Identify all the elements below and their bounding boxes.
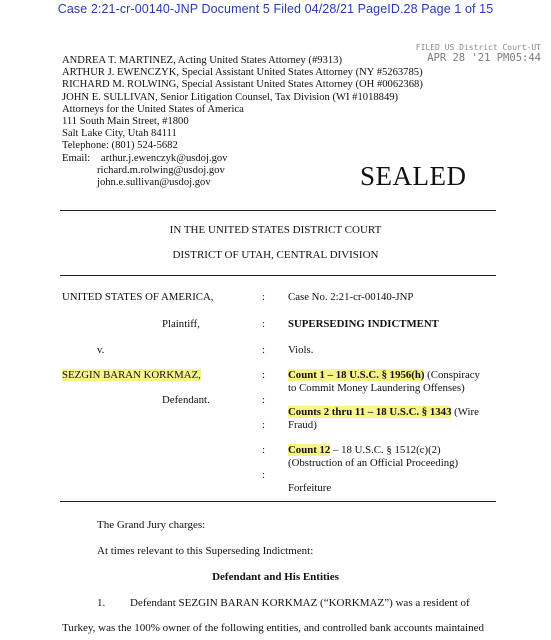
attorney-line: 111 South Main Street, #1800 xyxy=(62,116,189,128)
count-12-statute: – 18 U.S.C. § 1512(c)(2) xyxy=(330,444,441,456)
count-12 xyxy=(288,444,458,469)
count-12-desc-line2: (Obstruction of an Official Proceeding) xyxy=(288,456,459,469)
count-1-statute: Count 1 – 18 U.S.C. § 1956(h) xyxy=(288,369,425,381)
attorney-line: ARTHUR J. EWENCZYK, Special Assistant United States Attorney (NY #5263785) xyxy=(62,67,423,79)
case-number: Case No. 2:21-cr-00140-JNP xyxy=(288,291,414,303)
sealed-stamp: SEALED xyxy=(360,161,467,191)
ecf-header: Case 2:21-cr-00140-JNP Document 5 Filed 04/28/21 PageID.28 Page 1 of 15 xyxy=(57,2,494,16)
divider-caption xyxy=(60,275,496,276)
forfeiture-label: Forfeiture xyxy=(288,482,332,494)
caption-colon: : xyxy=(262,344,266,356)
viols-label: Viols. xyxy=(288,344,314,356)
plaintiff-role: Plaintiff, xyxy=(162,318,200,330)
count-1 xyxy=(288,369,480,394)
attorney-line: JOHN E. SULLIVAN, Senior Litigation Counsel, Tax Division (WI #1018849) xyxy=(62,91,399,103)
count-1-desc-line2: to Commit Money Laundering Offenses) xyxy=(288,381,465,394)
count-2-11-statute: Counts 2 thru 11 – 18 U.S.C. § 1343 xyxy=(288,406,452,418)
caption-colon: : xyxy=(262,444,266,456)
filed-stamp-line1: FILED US District Court-UT xyxy=(415,43,541,52)
paragraph-1-line2: Turkey, was the 100% owner of the following entities, and controlled bank accounts maintained xyxy=(62,622,484,634)
caption-colon: : xyxy=(262,369,266,381)
divider-top xyxy=(60,210,496,211)
document-type: SUPERSEDING INDICTMENT xyxy=(288,318,439,330)
section-heading: Defendant and His Entities xyxy=(212,571,339,583)
attorney-line: Telephone: (801) 524-5682 xyxy=(62,140,178,152)
paragraph-number: 1. xyxy=(97,597,106,609)
caption-colon: : xyxy=(262,469,266,481)
count-2-11-desc: (Wire xyxy=(451,406,479,418)
caption-colon: : xyxy=(262,419,266,431)
filed-stamp xyxy=(416,42,541,64)
attorney-line: Salt Lake City, Utah 84111 xyxy=(62,128,177,140)
caption-colon: : xyxy=(262,394,266,406)
grand-jury-charges: The Grand Jury charges: xyxy=(97,519,206,531)
attorney-line: RICHARD M. ROLWING, Special Assistant United States Attorney (OH #0062368) xyxy=(62,79,423,91)
count-12-label: Count 12 xyxy=(288,444,331,456)
caption-colon: : xyxy=(262,291,266,303)
divider-bottom xyxy=(60,501,496,502)
defendant-role: Defendant. xyxy=(162,394,210,406)
defendant-name-highlight: SEZGIN BARAN KORKMAZ, xyxy=(62,369,201,381)
attorney-line: ANDREA T. MARTINEZ, Acting United States Attorney (#9313) xyxy=(62,55,342,66)
count-2-11 xyxy=(288,406,479,431)
defendant-name xyxy=(62,369,201,382)
email-address: arthur.j.ewenczyk@usdoj.gov xyxy=(100,152,228,164)
email-label: Email: xyxy=(62,152,91,164)
plaintiff-name: UNITED STATES OF AMERICA, xyxy=(62,291,214,303)
court-title: IN THE UNITED STATES DISTRICT COURT xyxy=(169,224,382,236)
attorney-line: Attorneys for the United States of America xyxy=(62,103,244,115)
email-address: richard.m.rolwing@usdoj.gov xyxy=(97,164,225,176)
paragraph-1-line1: Defendant SEZGIN BARAN KORKMAZ (“KORKMAZ”) was a resident of xyxy=(130,597,470,609)
caption-colon: : xyxy=(262,318,266,330)
count-1-desc: (Conspiracy xyxy=(424,369,480,381)
times-relevant: At times relevant to this Superseding Indictment: xyxy=(97,545,314,557)
email-address: john.e.sullivan@usdoj.gov xyxy=(97,177,211,189)
filed-stamp-date: APR 28 '21 PM05:44 xyxy=(427,52,541,64)
versus-label: v. xyxy=(97,344,105,356)
court-division: DISTRICT OF UTAH, CENTRAL DIVISION xyxy=(172,249,379,261)
count-2-11-desc-line2: Fraud) xyxy=(288,418,317,431)
